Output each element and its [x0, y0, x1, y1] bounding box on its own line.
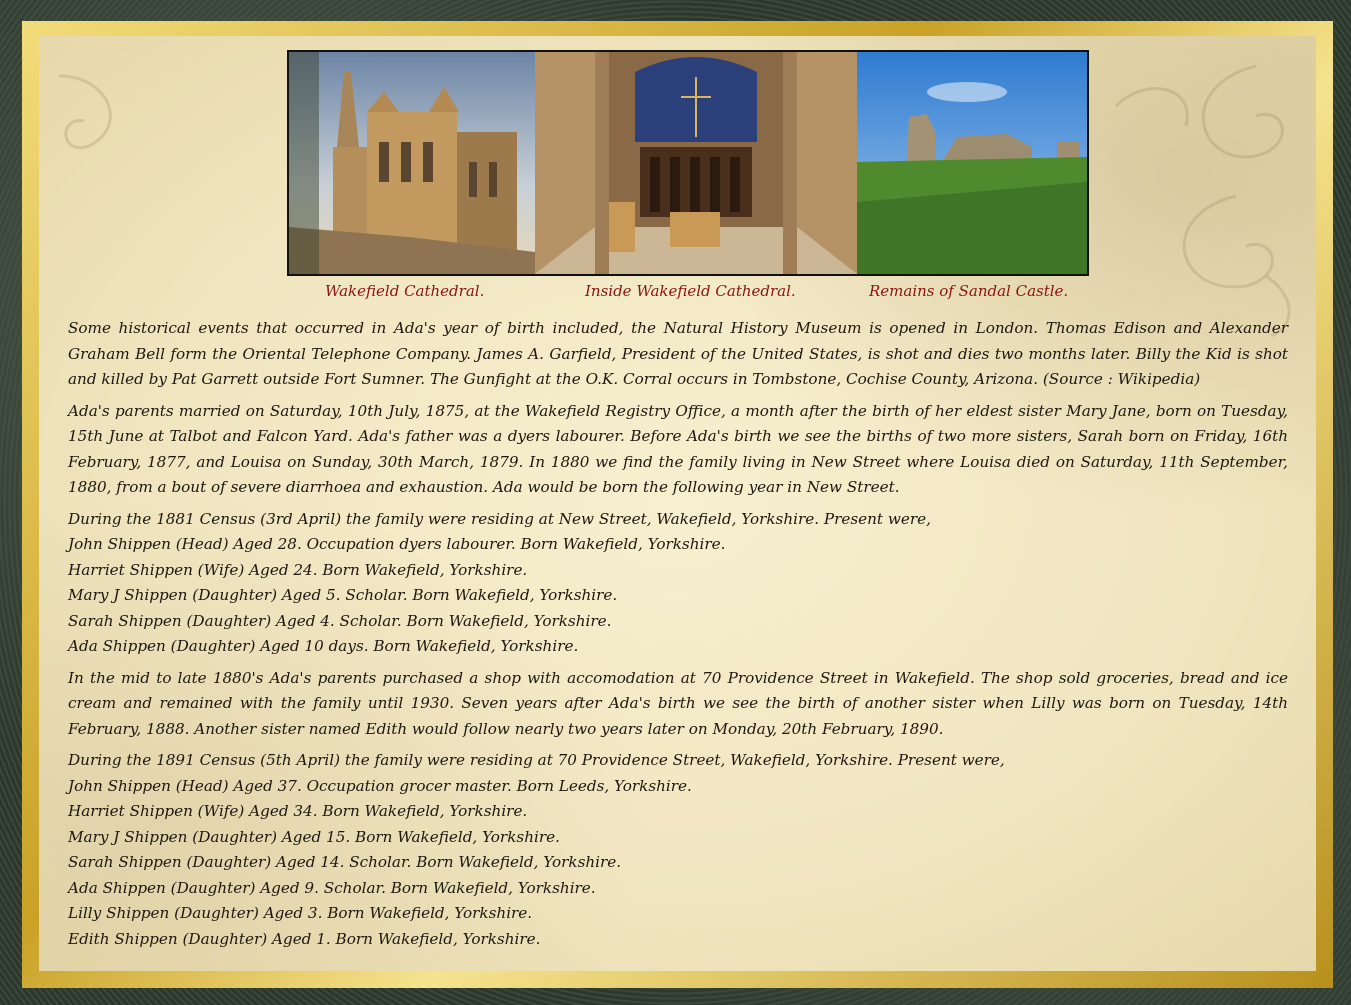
caption-castle: Remains of Sandal Castle. — [869, 282, 1069, 300]
census-1881-member: Sarah Shippen (Daughter) Aged 4. Scholar. Born Wakefield, Yorkshire. — [68, 611, 612, 630]
census-1891-member: Sarah Shippen (Daughter) Aged 14. Scholar. Born Wakefield, Yorkshire. — [68, 853, 622, 871]
biography-text — [68, 316, 1288, 958]
castle-ruins-photo — [857, 52, 1087, 274]
census-1881-member: John Shippen (Head) Aged 28. Occupation dyers labourer. Born Wakefield, Yorkshire. — [68, 535, 726, 553]
paragraph-shop: In the mid to late 1880's Ada's parents purchased a shop with accomodation at 70 Providence Street in Wakefield. The shop sold groceries, bread and ice cream and remained with the family until 1930. Seven years after Ada's birth we see the birth of another sister when Lilly was born on Tuesday, 14th February, 1888. Another sister named Edith would follow nearly two years later on Monday, 20th February, 1890. — [68, 668, 1288, 738]
photo-strip — [287, 50, 1089, 276]
census-1881 — [68, 507, 1288, 660]
census-1881-intro: During the 1881 Census (3rd April) the family were residing at New Street, Wakefield, Yorkshire. Present were, — [68, 509, 931, 528]
paragraph-parents: Ada's parents married on Saturday, 10th July, 1875, at the Wakefield Registry Office, a month after the birth of her eldest sister Mary Jane, born on Tuesday, 15th June at Talbot and Falcon Yard. Ada's father was a dyers labourer. Before Ada's birth we see the births of two more sisters, Sarah born on Friday, 16th February, 1877, and Louisa on Sunday, 30th March, 1879. In 1880 we find the family living in New Street where Louisa died on Saturday, 11th September, 1880, from a bout of severe diarrhoea and exhaustion. Ada would be born the following year in New Street. — [68, 401, 1288, 496]
decorative-swirl-icon — [1056, 46, 1306, 346]
caption-cathedral-interior: Inside Wakefield Cathedral. — [585, 282, 796, 300]
census-1891 — [68, 748, 1288, 952]
census-1891-intro: During the 1891 Census (5th April) the family were residing at 70 Providence Street, Wakefield, Yorkshire. Present were, — [68, 751, 1005, 769]
decorative-swirl-icon — [39, 56, 159, 196]
census-1891-member: John Shippen (Head) Aged 37. Occupation grocer master. Born Leeds, Yorkshire. — [68, 776, 692, 795]
census-1891-member: Lilly Shippen (Daughter) Aged 3. Born Wakefield, Yorkshire. — [68, 904, 533, 922]
cathedral-exterior-photo — [289, 52, 535, 274]
census-1891-member: Ada Shippen (Daughter) Aged 9. Scholar. Born Wakefield, Yorkshire. — [68, 878, 596, 897]
census-1891-member: Edith Shippen (Daughter) Aged 1. Born Wakefield, Yorkshire. — [68, 929, 541, 948]
gold-frame — [22, 21, 1333, 988]
paragraph-historical-events: Some historical events that occurred in Ada's year of birth included, the Natural History Museum is opened in London. Thomas Edison and Alexander Graham Bell form the Oriental Telephone Company. James A. Garfield, President of the United States, is shot and dies two months later. Billy the Kid is shot and killed by Pat Garrett outside Fort Sumner. The Gunfight at the O.K. Corral occurs in Tombstone, Cochise County, Arizona. (Source : Wikipedia) — [68, 319, 1288, 388]
census-1891-member: Harriet Shippen (Wife) Aged 34. Born Wakefield, Yorkshire. — [68, 802, 528, 820]
photo-captions — [287, 282, 1089, 304]
census-1881-member: Harriet Shippen (Wife) Aged 24. Born Wakefield, Yorkshire. — [68, 560, 528, 579]
cathedral-interior-photo — [535, 52, 857, 274]
census-1881-member: Mary J Shippen (Daughter) Aged 5. Scholar. Born Wakefield, Yorkshire. — [68, 586, 618, 604]
census-1891-member: Mary J Shippen (Daughter) Aged 15. Born Wakefield, Yorkshire. — [68, 827, 560, 846]
parchment-page — [39, 36, 1316, 971]
census-1881-member: Ada Shippen (Daughter) Aged 10 days. Born Wakefield, Yorkshire. — [68, 637, 579, 655]
caption-cathedral-exterior: Wakefield Cathedral. — [325, 282, 485, 300]
